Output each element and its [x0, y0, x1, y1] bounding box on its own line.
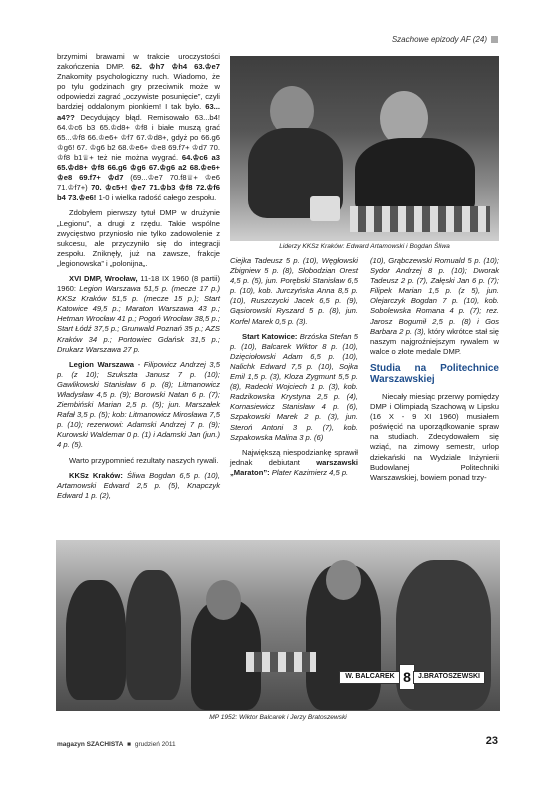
heading: KKSz Kraków:: [69, 470, 123, 480]
text: 1-0 i wielka radość całego zespołu.: [98, 193, 217, 203]
results: Legion Warszawa 51,5 p. (mecze 17 p.) KKSz Kraków 51,5 p. (mecze 15 p.); Start Katowice 49,5 p.; Maraton Warszawa 43 p.; Hetman Wrocław 41 p.; Pogoń Wrocław 38,5 p.; Start Łódź 37,5 p.; Grunwald Poznań 35 p.; AZS Kraków 34 p.; Portowiec Gdańsk 31,5 p.; Drukarz Warszawa 27 p.: [57, 284, 220, 354]
running-title: Szachowe epizody AF (24): [391, 35, 487, 44]
roster: - Filipowicz Andrzej 3,5 p. (z 10); Szukszta Janusz 7 p. (10); Gawlikowski Stanisław 6 p. (8); Litmanowicz Władysław 4,5 p. (9); Borowski Natan 6 p. (7); Ziembiński Marian 2,5 p. (5); jun. Marszałek Rafał 3,5 p. (5); kob: Litmanowicz Mirosława 7,5 p. (10); rezerwowi: Adamski Andrzej 7 p. (9); Kurowski Waldemar 0 p. (1) i Adamski Jan (jun.) 4 p. (5).: [57, 359, 220, 450]
spectator: [66, 580, 126, 700]
moves: 64.♔c6 a3 65.♔d8+ ♔f8 66.g6 ♔g6 67.♔g6 a2 68.♔e6+ ♔e8 69.f7+ ♔d7: [57, 152, 220, 183]
text: Znakomity psychologiczny ruch. Wiadomo, że po tylu godzinach gry przeciwnik może w odpowiedzi zagrać „oczywiste posunięcie”, czyli bardziej oddalonym pionkiem! I tak było.: [57, 72, 220, 112]
footer-separator: ■: [127, 741, 132, 748]
player-head: [206, 580, 241, 620]
page-number: 23: [485, 735, 498, 747]
text: brzymimi brawami w trakcie uroczystości zakończenia DMP.: [57, 52, 220, 72]
spectator: [126, 570, 181, 700]
player-head: [326, 560, 361, 600]
paragraph: [230, 332, 358, 443]
chess-board: [350, 206, 490, 232]
paragraph: [370, 256, 499, 357]
magazine-name: magazyn SZACHISTA: [57, 741, 124, 748]
paragraph: Zdobyłem pierwszy tytuł DMP w drużynie „Legionu”, a drugi z rzędu. Takie wspólne zwycięstwo przyniosło nie tylko zadowolenie z sukcesu, ale przyczyniło się do integracji zespołu. Zniknęły, już na zawsze, frakcje „legionowska” i „polonijna„.: [57, 208, 220, 268]
running-header: [392, 35, 498, 44]
roster: Plater Kazimierz 4,5 p.: [271, 467, 349, 477]
text: Decydujący błąd. Remisowało 63...b4! 64.♔c6 b3 65.♔d8+ ♔f8 i białe muszą grać 65...♔f8 66.♔e6+ ♔f7 67.♔d8+, gdyż po 66.g6 ♔g6! 67. ♔g6 b2 68.♔e6+ ♔e8 69.f7+ ♔d7 70. ♔f8 b1♕+ też nie można wygrać.: [57, 112, 220, 162]
roster: Śliwa Bogdan 6,5 p. (10), Artamowski Edward 2,5 p. (5), Knapczyk Edward 1 p. (2),: [57, 470, 220, 500]
left-column: [57, 52, 220, 506]
team-name: warszawski „Maraton”:: [230, 457, 358, 477]
footer: [57, 741, 176, 748]
heading: XVI DMP, Wrocław,: [69, 273, 138, 283]
roster: (10), Grąbczewski Romuald 5 p. (10); Sydor Andrzej 8 p. (10); Dworak Tadeusz 2 p. (7), Załęski Jan 6 p. (7); Filipek Marian 1,5 p. (z 5), jun. Olejarczyk Bogdan 7 p. (10), kob. Sobolewska Romana 4 p. (7); rez. Jarosz Bogumił 2,5 p. (8) i Gos Barbara 2 p. (3),: [370, 256, 499, 336]
moves: 70. ♔c5+! ♔e7 71.♔b3 ♔f8 72.♔f6 b4 73.♔e6!: [57, 183, 220, 203]
text: Największą niespodziankę sprawił jednak debiutant: [230, 447, 358, 467]
paragraph: [57, 52, 220, 203]
roster: Brzóska Stefan 5 p. (10), Balcarek Wiktor 8 p. (10), Dzięciołowski Adam 6,5 p. (10), Nalichk Edward 7,5 p. (10), Sojka Emil 1,5 p. (3), Kloza Zygmunt 5,5 p. (8), Radecki Wojciech 1 p. (3), kob. Radzikowska Krystyna 2,5 p. (4), Kornasiewicz Stanisław 4 p. (6), Szpakowski Marek 2 p. (3), jun. Steroń Antoni 3 p. (7), kob. Szpakowska Malina 3 p. (6): [230, 331, 358, 442]
photo-caption: Liderzy KKSz Kraków: Edward Artamowski i Bogdan Śliwa: [279, 243, 450, 250]
middle-column: [230, 256, 358, 483]
photo-artamowski-sliwa: [230, 56, 499, 241]
paragraph: [57, 471, 220, 501]
right-column: [370, 256, 499, 488]
paragraph: [230, 448, 358, 478]
section-heading: Studia na Politechnice Warszawskiej: [370, 362, 499, 386]
heading: Legion Warszawa: [69, 359, 134, 369]
paragraph: [57, 274, 220, 355]
name-sign: W. BALCAREK: [339, 671, 401, 684]
paragraph: Warto przypomnieć rezultaty naszych rywali.: [69, 455, 219, 465]
text: 11-18 IX 1960 (8 partii) 1960:: [57, 273, 220, 294]
paragraph: Ciejka Tadeusz 5 p. (10), Węgłowski Zbigniew 5 p. (8), Słobodzian Orest 4,5 p. (5), jun. Porębski Stanisław 6,5 p. (10), kob. Jurczyńska Anna 8,5 p. (10), Ruszczycki Jacek 6,5 p. (9), Gąsiorowski Ryszard 5 p. (8), jun. Korfel Marek 0,5 p. (3).: [230, 256, 358, 326]
photo-balcarek-bratoszewski: [56, 540, 500, 711]
paragraph: Niecały miesiąc przerwy pomiędzy DMP i Olimpiadą Szachową w Lipsku (16 X - 9 XI 1960) musiałem poświęcić na uporządkowanie spraw na studiach. Zdecydowałem się wziąć, na zimowy semestr, urlop dziekański na Wydziale Inżynierii Budowlanej Politechniki Warszawskiej, bowiem ponad trzy-: [370, 391, 499, 482]
board-number-sign: 8: [399, 664, 415, 690]
moves: 63... a4??: [57, 102, 220, 122]
name-sign: J.BRATOSZEWSKI: [413, 671, 485, 684]
header-square-icon: [491, 36, 498, 43]
chess-board: [246, 652, 316, 672]
chess-clock: [310, 196, 340, 221]
moves: 62. ♔h7 ♔h4 63.♔e7: [131, 62, 220, 72]
text: (69...♔e7 70.f8♕+ ♔e6 71.♔f7+): [57, 173, 220, 193]
issue-date: grudzień 2011: [134, 741, 176, 748]
photo-caption: MP 1952: Wiktor Balcarek i Jerzy Bratoszewski: [209, 714, 347, 721]
text: który wkrótce stał się naszym najgroźniejszym rywalem w walce o złote medale DMP.: [370, 326, 499, 356]
paragraph: [57, 360, 220, 451]
heading: Start Katowice:: [242, 331, 298, 341]
